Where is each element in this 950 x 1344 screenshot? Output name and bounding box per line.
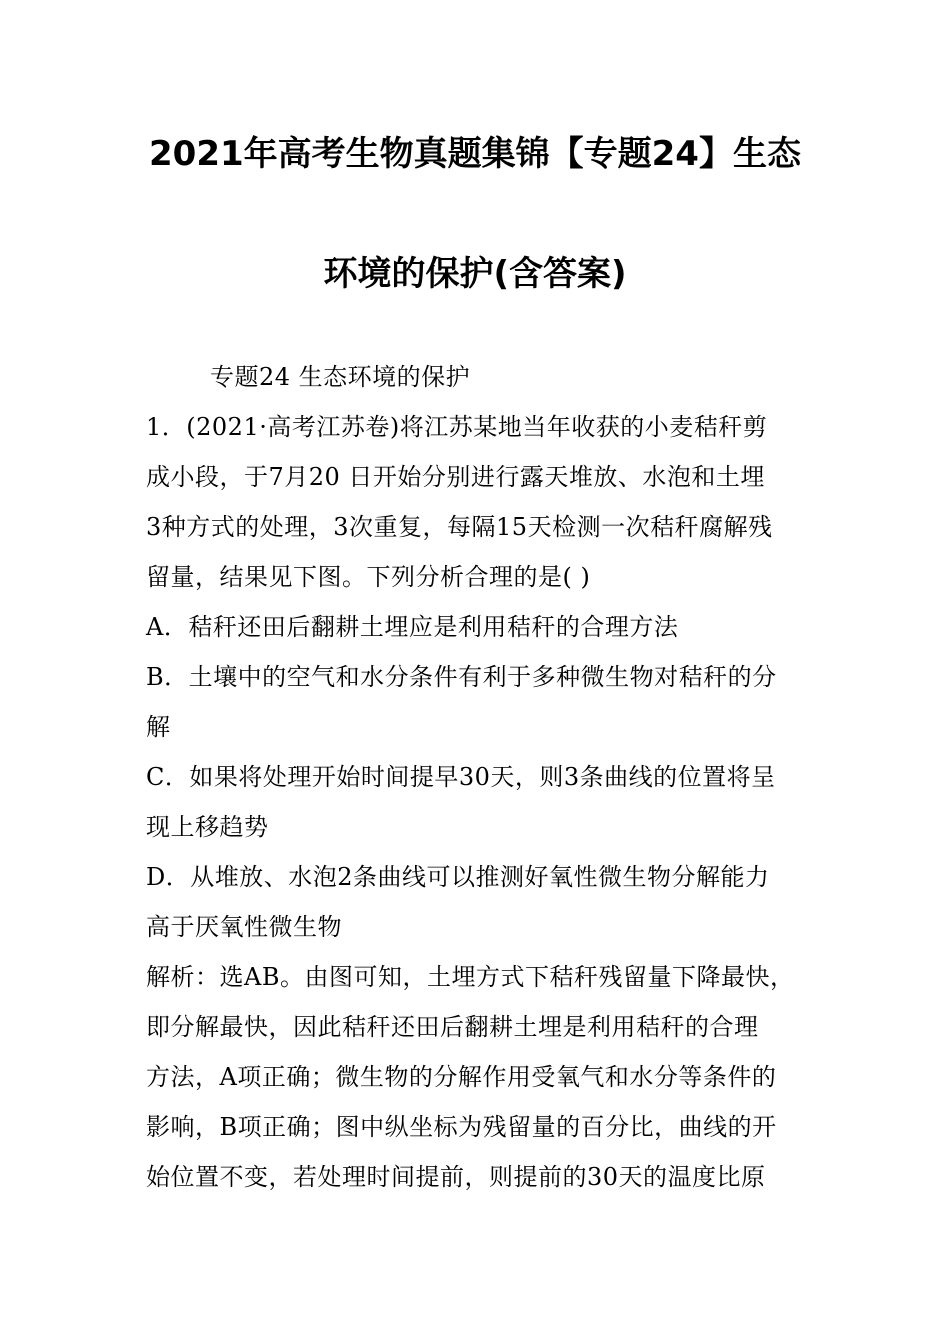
question-line: 留量，结果见下图。下列分析合理的是( ): [146, 563, 591, 591]
analysis-line: 解析：选AB。由图可知，土埋方式下秸秆残留量下降最快，: [146, 963, 795, 991]
question-line: 成小段，于7月20 日开始分别进行露天堆放、水泡和土埋: [146, 463, 765, 491]
question-line: 3种方式的处理，3次重复，每隔15天检测一次秸秆腐解残: [146, 513, 773, 541]
document-title-line-1: 2021年高考生物真题集锦【专题24】生态: [149, 134, 801, 174]
option-b-line: 解: [146, 713, 171, 741]
analysis-line: 方法，A项正确；微生物的分解作用受氧气和水分等条件的: [146, 1063, 777, 1091]
analysis-line: 影响，B项正确；图中纵坐标为残留量的百分比，曲线的开: [146, 1113, 777, 1141]
question-line: 1．(2021·高考江苏卷)将江苏某地当年收获的小麦秸秆剪: [146, 413, 768, 441]
option-d-line: 高于厌氧性微生物: [146, 913, 342, 941]
option-d-line: D．从堆放、水泡2条曲线可以推测好氧性微生物分解能力: [146, 863, 770, 891]
section-heading: 专题24 生态环境的保护: [210, 363, 471, 391]
document-title-line-2: 环境的保护(含答案): [323, 254, 627, 294]
option-c-line: 现上移趋势: [146, 813, 269, 841]
option-b-line: B．土壤中的空气和水分条件有利于多种微生物对秸秆的分: [146, 663, 777, 691]
analysis-line: 即分解最快，因此秸秆还田后翻耕土埋是利用秸秆的合理: [146, 1013, 759, 1041]
option-c-line: C．如果将处理开始时间提早30天，则3条曲线的位置将呈: [146, 763, 776, 791]
option-a-line: A．秸秆还田后翻耕土埋应是利用秸秆的合理方法: [146, 613, 679, 641]
analysis-line: 始位置不变，若处理时间提前，则提前的30天的温度比原: [146, 1163, 766, 1191]
